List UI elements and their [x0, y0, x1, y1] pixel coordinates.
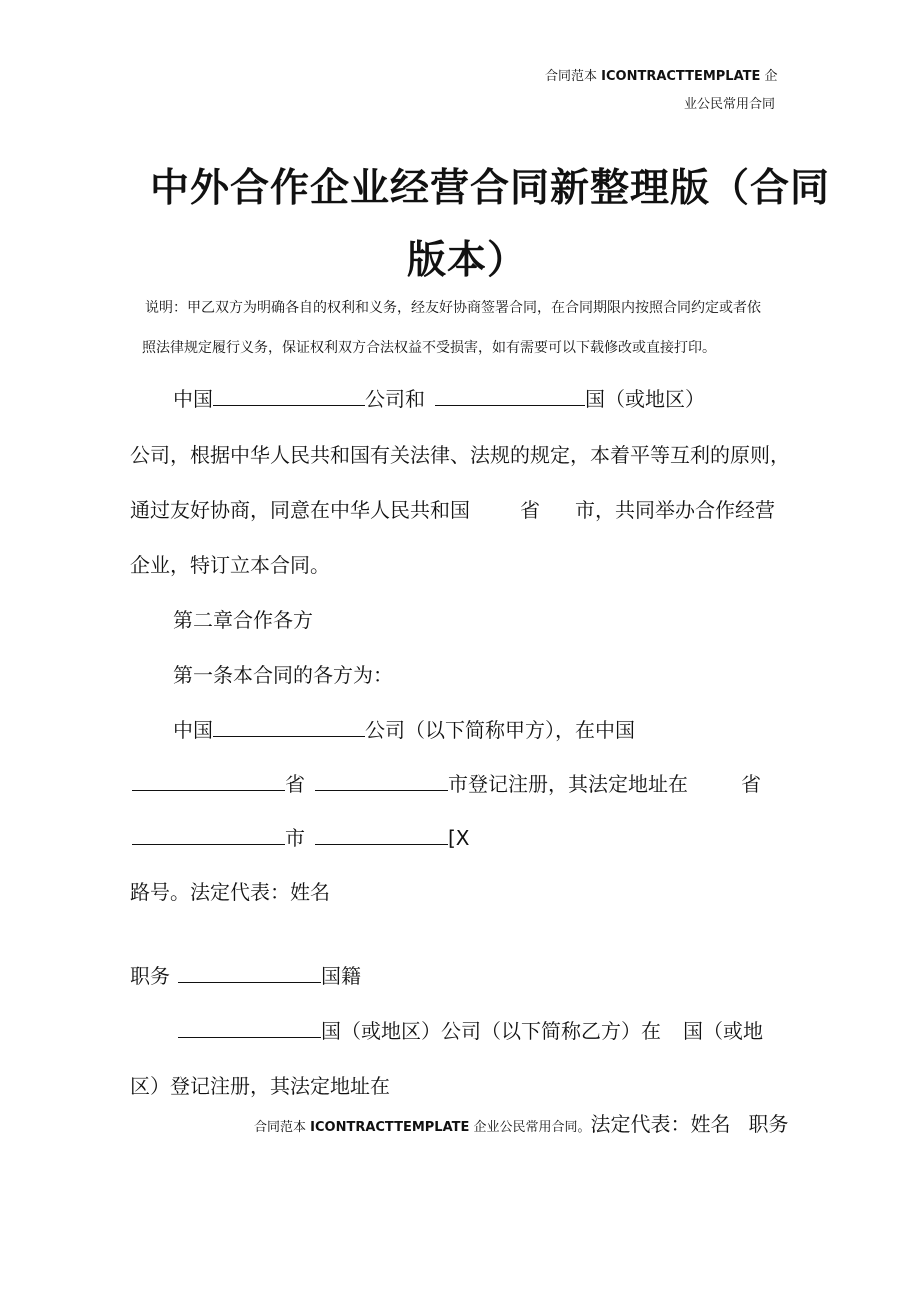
paragraph-6: [132, 768, 761, 797]
blank-field: [132, 826, 285, 845]
header-prefix: 合同范本: [545, 69, 602, 84]
paragraph-1: [173, 383, 705, 412]
text-province: 省: [741, 772, 761, 796]
header-brand: ICONTRACTTEMPLATE: [601, 69, 761, 84]
note-line-1: 说明：甲乙双方为明确各自的权利和义务，经友好协商签署合同，在合同期限内按照合同约定或者依: [145, 300, 761, 316]
text-country-region: 国（或地: [683, 1019, 763, 1043]
text-agree: 通过友好协商，同意在中华人民共和国: [130, 498, 470, 522]
paragraph-3: [130, 494, 775, 523]
text-party-b: 国（或地区）公司（以下简称乙方）在: [321, 1019, 661, 1043]
header-suffix: 企: [760, 69, 778, 84]
text-nationality: 国籍: [321, 964, 361, 988]
text-china: 中国: [173, 387, 213, 411]
blank-field: [178, 1019, 321, 1038]
text-country-region: 国（或地区）: [585, 387, 705, 411]
paragraph-2: 公司，根据中华人民共和国有关法律、法规的规定，本着平等互利的原则，: [130, 443, 790, 467]
text-position: 职务: [130, 964, 170, 988]
blank-field: [132, 772, 285, 791]
paragraph-7: [132, 822, 470, 851]
blank-field: [213, 718, 365, 737]
text-province: 省: [520, 498, 540, 522]
text-china: 中国: [173, 718, 213, 742]
blank-field: [435, 387, 585, 406]
blank-field: [213, 387, 365, 406]
text-district: [X: [448, 826, 470, 850]
article-heading: 第一条本合同的各方为：: [173, 663, 393, 687]
footer-tail-representative: 法定代表：姓名: [590, 1112, 731, 1136]
paragraph-10: [178, 1015, 763, 1044]
chapter-heading: 第二章合作各方: [173, 608, 313, 632]
paragraph-4: 企业，特订立本合同。: [130, 553, 330, 577]
text-city: 市: [285, 826, 305, 850]
text-party-a: 公司（以下简称甲方），在中国: [365, 718, 635, 742]
header-line-2: 业公民常用合同: [684, 97, 776, 112]
page-title-line-2: 版本）: [407, 238, 528, 283]
footer-suffix: 企业公民常用合同。: [469, 1120, 591, 1135]
blank-field: [315, 826, 448, 845]
footer-tail-position: 职务: [748, 1112, 789, 1136]
footer-prefix: 合同范本: [254, 1120, 311, 1135]
blank-field: [315, 772, 448, 791]
paragraph-9: [130, 960, 361, 989]
header-line-1: [545, 65, 778, 84]
text-city: 市，共同举办合作经营: [575, 498, 775, 522]
text-registered: 市登记注册，其法定地址在: [448, 772, 688, 796]
footer-line: [254, 1108, 789, 1137]
text-province: 省: [285, 772, 305, 796]
note-line-2: 照法律规定履行义务，保证权利双方合法权益不受损害，如有需要可以下载修改或直接打印。: [142, 340, 716, 356]
text-company-and: 公司和: [365, 387, 425, 411]
paragraph-8: 路号。法定代表：姓名: [130, 880, 330, 904]
paragraph-5: [173, 714, 635, 743]
paragraph-11: 区）登记注册，其法定地址在: [130, 1074, 390, 1098]
page-title-line-1: 中外合作企业经营合同新整理版（合同: [150, 166, 831, 211]
blank-field: [178, 964, 321, 983]
footer-brand: ICONTRACTTEMPLATE: [310, 1120, 470, 1135]
